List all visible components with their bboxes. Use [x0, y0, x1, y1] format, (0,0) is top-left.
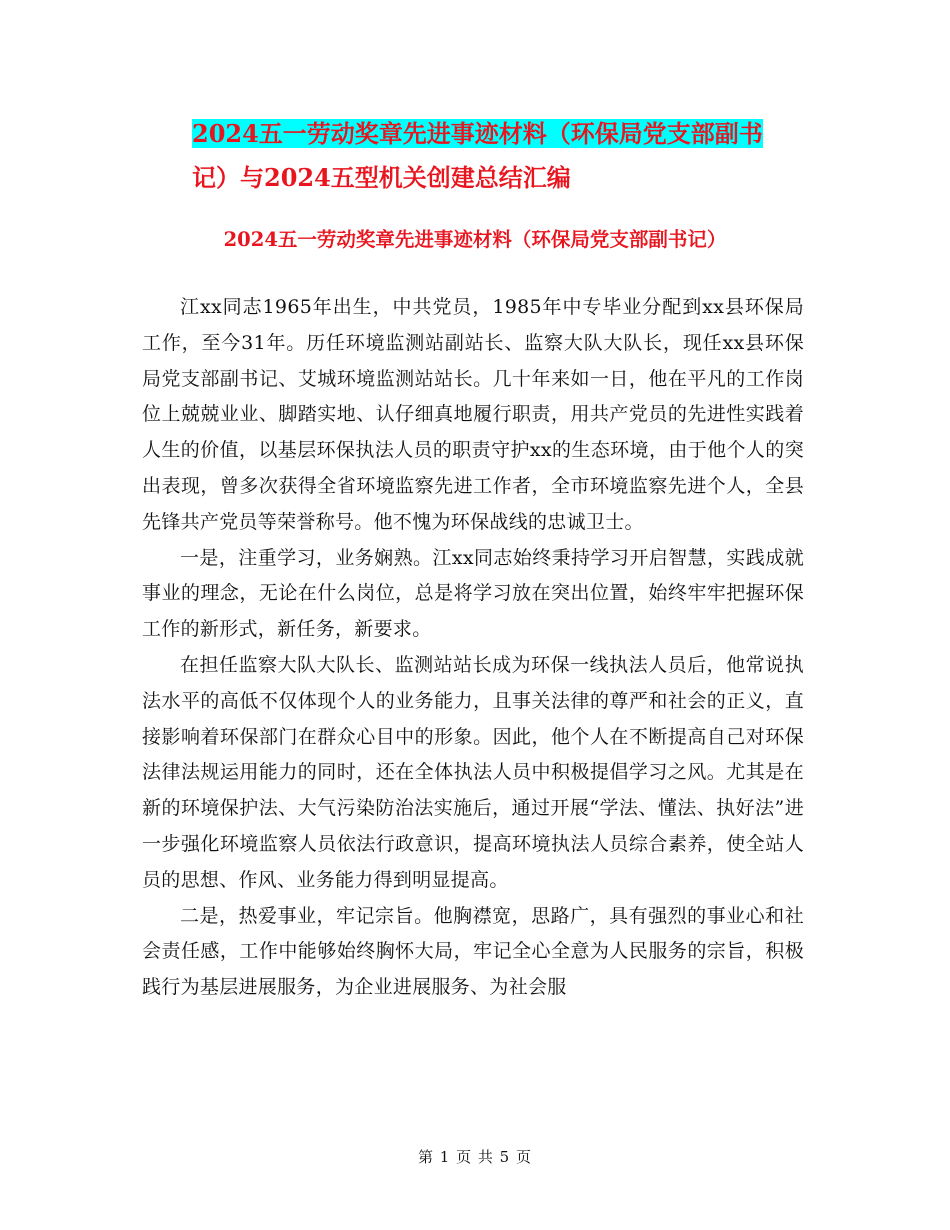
document-title-line2: 记）与2024五型机关创建总结汇编	[192, 163, 571, 192]
document-body	[142, 290, 804, 1006]
paragraph: 二是，热爱事业，牢记宗旨。他胸襟宽，思路广，具有强烈的事业心和社会责任感，工作中能够始终胸怀大局，牢记全心全意为人民服务的宗旨，积极践行为基层进展服务，为企业进展服务、为社会服	[142, 904, 804, 999]
paragraph: 江xx同志1965年出生，中共党员，1985年中专毕业分配到xx县环保局工作，至今31年。历任环境监测站副站长、监察大队大队长，现任xx县环保局党支部副书记、艾城环境监测站站长。几十年来如一日，他在平凡的工作岗位上兢兢业业、脚踏实地、认仔细真地履行职责，用共产党员的先进性实践着人生的价值，以基层环保执法人员的职责守护xx的生态环境，由于他个人的突出表现，曾多次获得全省环境监察先进工作者，全市环境监察先进个人，全县先锋共产党员等荣誉称号。他不愧为环保战线的忠诚卫士。	[142, 296, 804, 533]
document-title-line1: 2024五一劳动奖章先进事迹材料（环保局党支部副书	[192, 119, 763, 148]
paragraph: 一是，注重学习，业务娴熟。江xx同志始终秉持学习开启智慧，实践成就事业的理念，无论在什么岗位，总是将学习放在突出位置，始终牢牢把握环保工作的新形式，新任务，新要求。	[142, 546, 804, 641]
document-title	[192, 112, 822, 200]
page-footer: 第 1 页 共 5 页	[418, 1148, 532, 1166]
section-title: 2024五一劳动奖章先进事迹材料（环保局党支部副书记）	[223, 228, 727, 251]
paragraph: 在担任监察大队大队长、监测站站长成为环保一线执法人员后，他常说执法水平的高低不仅体现个人的业务能力，且事关法律的尊严和社会的正义，直接影响着环保部门在群众心目中的形象。因此，他个人在不断提高自己对环保法律法规运用能力的同时，还在全体执法人员中积极提倡学习之风。尤其是在新的环境保护法、大气污染防治法实施后，通过开展“学法、懂法、执好法”进一步强化环境监察人员依法行政意识，提高环境执法人员综合素养，使全站人员的思想、作风、业务能力得到明显提高。	[142, 653, 804, 891]
